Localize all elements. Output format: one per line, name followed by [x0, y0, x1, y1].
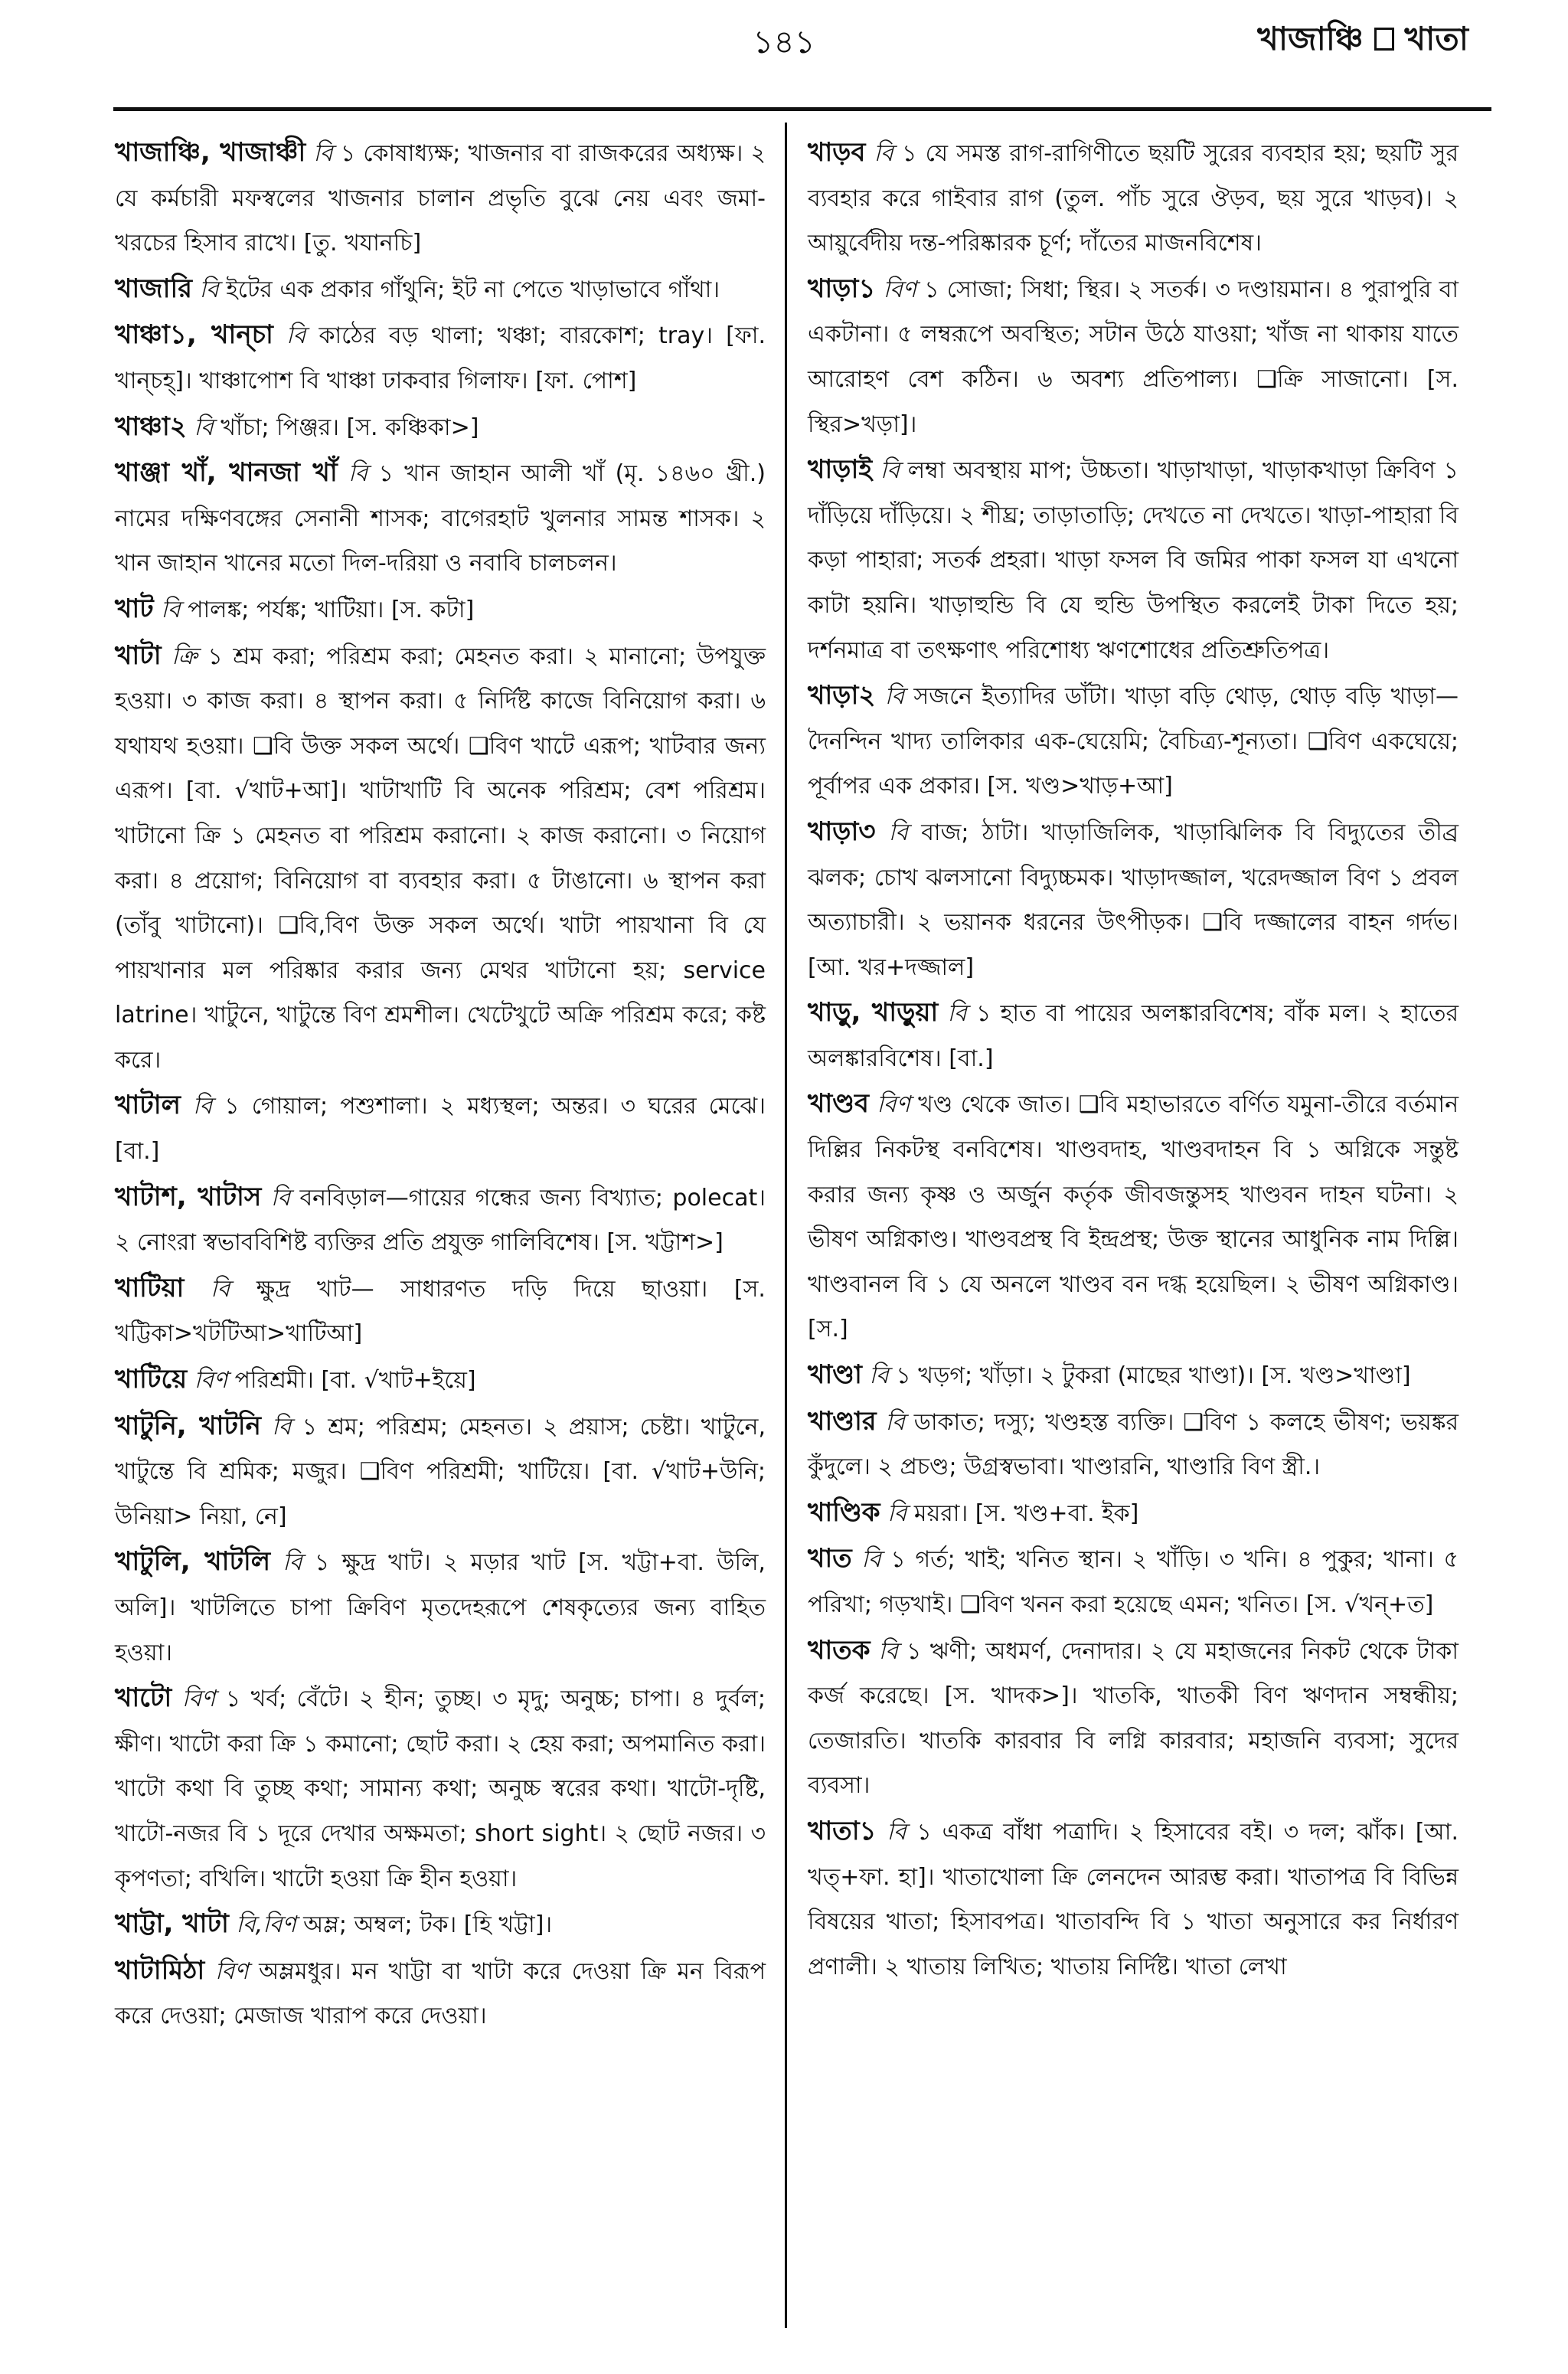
- headword: খাঞ্জা খাঁ, খানজা খাঁ: [115, 457, 338, 489]
- part-of-speech: বি: [313, 140, 333, 167]
- definition: ১ খড়গ; খাঁড়া। ২ টুকরা (মাছের খাণ্ডা)। [স. খণ্ড>খাণ্ডা]: [896, 1362, 1411, 1390]
- headword: খাত: [808, 1543, 852, 1574]
- dictionary-entry: [808, 130, 1459, 267]
- definition: লম্বা অবস্থায় মাপ; উচ্চতা। খাড়াখাড়া, খাড়াকখাড়া ক্রিবিণ ১ দাঁড়িয়ে দাঁড়িয়ে। ২ শীঘ্র; তাড়াতাড়ি; দেখতে না দেখতে। খাড়া-পাহারা বি কড়া পাহারা; সতর্ক প্রহরা। খাড়া ফসল বি জমির পাকা ফসল যা এখনো কাটা হয়নি। খাড়াহুন্ডি বি যে হুন্ডি উপস্থিত করলেই টাকা দিতে হয়; দর্শনমাত্র বা তৎক্ষণাৎ পরিশোধ্য ঋণশোধের প্রতিশ্রুতিপত্র।: [808, 457, 1459, 664]
- part-of-speech: বি: [874, 140, 893, 167]
- dictionary-entry: [115, 1948, 766, 2039]
- headword: খাটো: [115, 1682, 172, 1714]
- definition: ১ ঋণী; অধমর্ণ, দেনাদার। ২ যে মহাজনের নিকট থেকে টাকা কর্জ করেছে। [স. খাদক>]। খাতকি, খাতকী বিণ ঋণদান সম্বন্ধীয়; তেজারতি। খাতকি কারবার বি লগ্নি কারবার; মহাজনি ব্যবসা; সুদের ব্যবসা।: [808, 1637, 1459, 1800]
- definition: ১ একত্র বাঁধা পত্রাদি। ২ হিসাবের বই। ৩ দল; ঝাঁক। [আ. খত্‌+ফা. হা]। খাতাখোলা ক্রি লেনদেন আরম্ভ করা। খাতাপত্র বি বিভিন্ন বিষয়ের খাতা; হিসাবপত্র। খাতাবন্দি বি ১ খাতা অনুসারে কর নির্ধারণ প্রণালী। ২ খাতায় লিখিত; খাতায় নির্দিষ্ট। খাতা লেখা: [808, 1818, 1459, 1980]
- dictionary-entry: [115, 1539, 766, 1676]
- definition: খাঁচা; পিঞ্জর। [স. কঞ্চিকা>]: [220, 414, 479, 441]
- part-of-speech: বি: [885, 1408, 905, 1436]
- dictionary-entry: [115, 1266, 766, 1357]
- part-of-speech: বি: [192, 1093, 213, 1120]
- headword: খাড়া২: [808, 680, 876, 711]
- definition: ১ গর্ত; খাই; খনিত স্থান। ২ খাঁড়ি। ৩ খনি। ৪ পুকুর; খানা। ৫ পরিখা; গড়খাই। ❑বিণ খনন করা হয়েছে এমন; খনিত। [স. √খন্‌+ত]: [808, 1546, 1459, 1618]
- headword: খাণ্ডা: [808, 1359, 862, 1391]
- dictionary-entry: [115, 312, 766, 404]
- definition: ১ শ্রম করা; পরিশ্রম করা; মেহনত করা। ২ মানানো; উপযুক্ত হওয়া। ৩ কাজ করা। ৪ স্থাপন করা। ৫ নির্দিষ্ট কাজে বিনিয়োগ করা। ৬ যথাযথ হওয়া। ❑বি উক্ত সকল অর্থে। ❑বিণ খাটে এরূপ; খাটবার জন্য এরূপ। [বা. √খাট+আ]। খাটাখাটি বি অনেক পরিশ্রম; বেশ পরিশ্রম। খাটানো ক্রি ১ মেহনত বা পরিশ্রম করানো। ২ কাজ করানো। ৩ নিয়োগ করা। ৪ প্রয়োগ; বিনিয়োগ বা ব্যবহার করা। ৫ টাঙানো। ৬ স্থাপন করা (তাঁবু খাটানো)। ❑বি,বিণ উক্ত সকল অর্থে। খাটা পায়খানা বি যে পায়খানার মল পরিষ্কার করার জন্য মেথর খাটানো হয়; service latrine। খাটুনে, খাটুন্তে বিণ শ্রমশীল। খেটেখুটে অক্রি পরিশ্রম করে; কষ্ট করে।: [115, 643, 766, 1074]
- dictionary-entry: [808, 673, 1459, 809]
- part-of-speech: বি: [194, 414, 214, 441]
- dictionary-entry: [808, 1399, 1459, 1490]
- definition: ১ হাত বা পায়ের অলঙ্কারবিশেষ; বাঁক মল। ২ হাতের অলঙ্কারবিশেষ। [বা.]: [808, 1000, 1459, 1072]
- headword: খাটিয়ে: [115, 1364, 188, 1395]
- part-of-speech: বি: [884, 683, 905, 711]
- definition: পালঙ্ক; পর্যঙ্ক; খাটিয়া। [স. কটা]: [188, 596, 475, 623]
- headword: খাটুনি, খাটনি: [115, 1410, 261, 1441]
- definition: ডাকাত; দস্যু; খণ্ডহস্ত ব্যক্তি। ❑বিণ ১ কলহে ভীষণ; ভয়ঙ্কর কুঁদুলে। ২ প্রচণ্ড; উগ্রস্বভাবা। খাণ্ডারনি, খাণ্ডারি বিণ স্ত্রী.।: [808, 1408, 1459, 1481]
- dictionary-entry: [115, 1404, 766, 1540]
- headword: খাড়ব: [808, 137, 866, 168]
- headword: খাড়া১: [808, 273, 876, 304]
- headword: খাঞ্চা২: [115, 410, 187, 442]
- dictionary-entry: [115, 587, 766, 633]
- definition: পরিশ্রমী। [বা. √খাট+ইয়ে]: [234, 1367, 476, 1395]
- headword: খাজারি: [115, 273, 192, 304]
- headword: খাটা: [115, 639, 162, 671]
- part-of-speech: বি: [887, 1818, 906, 1846]
- dictionary-entry: [115, 450, 766, 587]
- part-of-speech: বি,বিণ: [236, 1911, 296, 1939]
- part-of-speech: বি: [283, 1549, 302, 1577]
- definition: ১ শ্রম; পরিশ্রম; মেহনত। ২ প্রয়াস; চেষ্টা। খাটুনে, খাটুন্তে বি শ্রমিক; মজুর। ❑বিণ পরিশ্রমী; খাটিয়ে। [বা. √খাট+উনি; উনিয়া> নিয়া, নে]: [115, 1413, 766, 1530]
- dictionary-entry: [808, 809, 1459, 990]
- part-of-speech: ক্রি: [172, 643, 198, 670]
- dictionary-entry: [115, 1901, 766, 1948]
- definition: বনবিড়াল—গায়ের গন্ধের জন্য বিখ্যাত; polecat। ২ নোংরা স্বভাববিশিষ্ট ব্যক্তির প্রতি প্রযুক্ত গালিবিশেষ। [স. খট্টাশ>]: [115, 1184, 766, 1257]
- headword: খাড়া৩: [808, 816, 876, 847]
- part-of-speech: বি: [888, 819, 908, 846]
- dictionary-entry: [115, 1676, 766, 1901]
- part-of-speech: বিণ: [194, 1367, 228, 1395]
- part-of-speech: বিণ: [214, 1957, 249, 1985]
- dictionary-entry: [808, 990, 1459, 1081]
- headword: খাটুলি, খাটলি: [115, 1546, 271, 1578]
- dictionary-entry: [115, 267, 766, 313]
- dictionary-entry: [115, 633, 766, 1084]
- definition: অম্ল; অম্বল; টক। [হি খট্টা]।: [303, 1911, 553, 1939]
- dictionary-entry: [115, 1083, 766, 1174]
- dictionary-entry: [115, 1357, 766, 1404]
- running-head: [1257, 20, 1468, 57]
- headword: খাটিয়া: [115, 1272, 185, 1303]
- left-column: [115, 130, 766, 2039]
- headword: খাটাল: [115, 1090, 181, 1121]
- page-number: ১৪১: [753, 23, 815, 60]
- headword: খাঞ্চা১, খান্‌চা: [115, 319, 273, 351]
- headword: খাণ্ডব: [808, 1088, 869, 1120]
- definition: ১ গোয়াল; পশুশালা। ২ মধ্যস্থল; অন্তর। ৩ ঘরের মেঝে। [বা.]: [115, 1093, 766, 1166]
- part-of-speech: বি: [947, 1000, 967, 1028]
- definition: ১ কোষাধ্যক্ষ; খাজনার বা রাজকরের অধ্যক্ষ। ২ যে কর্মচারী মফস্বলের খাজনার চালান প্রভৃতি বুঝে নেয় এবং জমা-খরচের হিসাব রাখে। [তু. খযানচি]: [115, 140, 766, 257]
- definition: ক্ষুদ্র খাট— সাধারণত দড়ি দিয়ে ছাওয়া। [স. খট্টিকা>খটটিআ>খাটিআ]: [115, 1275, 766, 1348]
- definition: ১ খান জাহান আলী খাঁ (মৃ. ১৪৬০ খ্রী.) নামের দক্ষিণবঙ্গের সেনানী শাসক; বাগেরহাট খুলনার সামন্ত শাসক। ২ খান জাহান খানের মতো দিল-দরিয়া ও নবাবি চালচলন।: [115, 460, 766, 577]
- definition: বাজ; ঠাটা। খাড়াজিলিক, খাড়াঝিলিক বি বিদ্যুতের তীব্র ঝলক; চোখ ঝলসানো বিদ্যুচ্চমক। খাড়াদজ্জাল, খরেদজ্জাল বিণ ১ প্রবল অত্যাচারী। ২ ভয়ানক ধরনের উৎপীড়ক। ❑বি দজ্জালের বাহন গর্দভ। [আ. খর+দজ্জাল]: [808, 819, 1459, 981]
- headword: খাণ্ডার: [808, 1405, 877, 1437]
- dictionary-entry: [808, 1081, 1459, 1352]
- column-divider: [785, 123, 787, 2328]
- headword: খাতক: [808, 1634, 871, 1666]
- headword: খাজাঞ্চি, খাজাঞ্চী: [115, 137, 306, 168]
- headword: খাট্টা, খাটা: [115, 1908, 229, 1940]
- dictionary-entry: [808, 267, 1459, 447]
- dictionary-entry: [115, 404, 766, 451]
- definition: কাঠের বড় থালা; খঞ্চা; বারকোশ; tray। [ফা. খান্‌চহ্‌]। খাঞ্চাপোশ বি খাঞ্চা ঢাকবার গিলাফ। [ফা. পোশ]: [115, 322, 766, 394]
- dictionary-entry: [115, 130, 766, 267]
- definition: ১ যে সমস্ত রাগ-রাগিণীতে ছয়টি সুরের ব্যবহার হয়; ছয়টি সুর ব্যবহার করে গাইবার রাগ (তুল. পাঁচ সুরে ঔড়ব, ছয় সুরে খাড়ব)। ২ আয়ুর্বেদীয় দন্ত-পরিষ্কারক চূর্ণ; দাঁতের মাজনবিশেষ।: [808, 140, 1459, 257]
- part-of-speech: বি: [286, 322, 306, 350]
- headword: খাট: [115, 593, 154, 624]
- part-of-speech: বিণ: [181, 1686, 216, 1713]
- right-column: [808, 130, 1459, 1990]
- headword: খাতা১: [808, 1815, 877, 1846]
- guide-word-last: খাতা: [1404, 20, 1468, 57]
- definition: ১ খর্ব; বেঁটে। ২ হীন; তুচ্ছ। ৩ মৃদু; অনুচ্চ; চাপা। ৪ দুর্বল; ক্ষীণ। খাটো করা ক্রি ১ কমানো; ছোট করা। ২ হেয় করা; অপমানিত করা। খাটো কথা বি তুচ্ছ কথা; সামান্য কথা; অনুচ্চ স্বরের কথা। খাটো-দৃষ্টি, খাটো-নজর বি ১ দূরে দেখার অক্ষমতা; short sight। ২ ছোট নজর। ৩ কৃপণতা; বখিলি। খাটো হওয়া ক্রি হীন হওয়া।: [115, 1686, 766, 1892]
- headword: খাটাশ, খাটাস: [115, 1181, 262, 1212]
- dictionary-entry: [808, 1490, 1459, 1537]
- part-of-speech: বি: [348, 460, 368, 488]
- dictionary-entry: [808, 1536, 1459, 1627]
- dictionary-entry: [115, 1175, 766, 1266]
- header-rule: [113, 107, 1491, 111]
- part-of-speech: বিণ: [877, 1091, 910, 1119]
- definition: ময়রা। [স. খণ্ড+বা. ইক]: [913, 1499, 1139, 1527]
- headword: খাণ্ডিক: [808, 1496, 880, 1528]
- part-of-speech: বি: [210, 1275, 230, 1303]
- definition: খণ্ড থেকে জাত। ❑বি মহাভারতে বর্ণিত যমুনা-তীরে বর্তমান দিল্লির নিকটস্থ বনবিশেষ। খাণ্ডবদাহ, খাণ্ডবদাহন বি ১ অগ্নিকে সন্তুষ্ট করার জন্য কৃষ্ণ ও অর্জুন কর্তৃক জীবজন্তুসহ খাণ্ডবন দাহন ঘটনা। ২ ভীষণ অগ্নিকাণ্ড। খাণ্ডবপ্রস্থ বি ইন্দ্রপ্রস্থ; উক্ত স্থানের আধুনিক নাম দিল্লি। খাণ্ডবানল বি ১ যে অনলে খাণ্ডব বন দগ্ধ হয়েছিল। ২ ভীষণ অগ্নিকাণ্ড। [স.]: [808, 1091, 1459, 1343]
- headword: খাড়ু, খাড়ুয়া: [808, 997, 939, 1028]
- definition: ইটের এক প্রকার গাঁথুনি; ইট না পেতে খাড়াভাবে গাঁথা।: [226, 276, 720, 303]
- headword: খাড়াই: [808, 454, 873, 486]
- guide-word-first: খাজাঞ্চি: [1257, 20, 1364, 57]
- dictionary-entry: [808, 1628, 1459, 1809]
- headword: খাটামিঠা: [115, 1954, 205, 1986]
- definition: অম্লমধুর। মন খাট্টা বা খাটা করে দেওয়া ক্রি মন বিরূপ করে দেওয়া; মেজাজ খারাপ করে দেওয়া।: [115, 1957, 766, 2030]
- part-of-speech: বি: [880, 457, 900, 485]
- definition: ১ ক্ষুদ্র খাট। ২ মড়ার খাট [স. খট্টা+বা. উলি, অলি]। খাটলিতে চাপা ক্রিবিণ মৃতদেহরূপে শেষকৃত্যের জন্য বাহিত হওয়া।: [115, 1549, 766, 1666]
- part-of-speech: বি: [272, 1413, 292, 1440]
- box-separator-icon: [1374, 28, 1394, 51]
- part-of-speech: বি: [861, 1546, 881, 1574]
- dictionary-entry: [808, 1352, 1459, 1399]
- part-of-speech: বিণ: [883, 276, 916, 303]
- part-of-speech: বি: [878, 1637, 898, 1665]
- definition: ১ সোজা; সিধা; স্থির। ২ সতর্ক। ৩ দণ্ডায়মান। ৪ পুরাপুরি বা একটানা। ৫ লম্বরূপে অবস্থিত; সটান উঠে যাওয়া; খাঁজ না থাকায় যাতে আরোহণ বেশ কঠিন। ৬ অবশ্য প্রতিপাল্য। ❑ক্রি সাজানো। [স. স্থির>খড়া]।: [808, 276, 1459, 438]
- part-of-speech: বি: [869, 1362, 889, 1390]
- dictionary-entry: [808, 447, 1459, 673]
- part-of-speech: বি: [887, 1499, 907, 1527]
- dictionary-entry: [808, 1809, 1459, 1990]
- part-of-speech: বি: [161, 596, 181, 623]
- part-of-speech: বি: [270, 1184, 291, 1212]
- part-of-speech: বি: [199, 276, 219, 303]
- definition: সজনে ইত্যাদির ডাঁটা। খাড়া বড়ি থোড়, থোড় বড়ি খাড়া—দৈনন্দিন খাদ্য তালিকার এক-ঘেয়েমি; বৈচিত্র্য-শূন্যতা। ❑বিণ একঘেয়ে; পূর্বাপর এক প্রকার। [স. খণ্ড>খাড়+আ]: [808, 683, 1459, 800]
